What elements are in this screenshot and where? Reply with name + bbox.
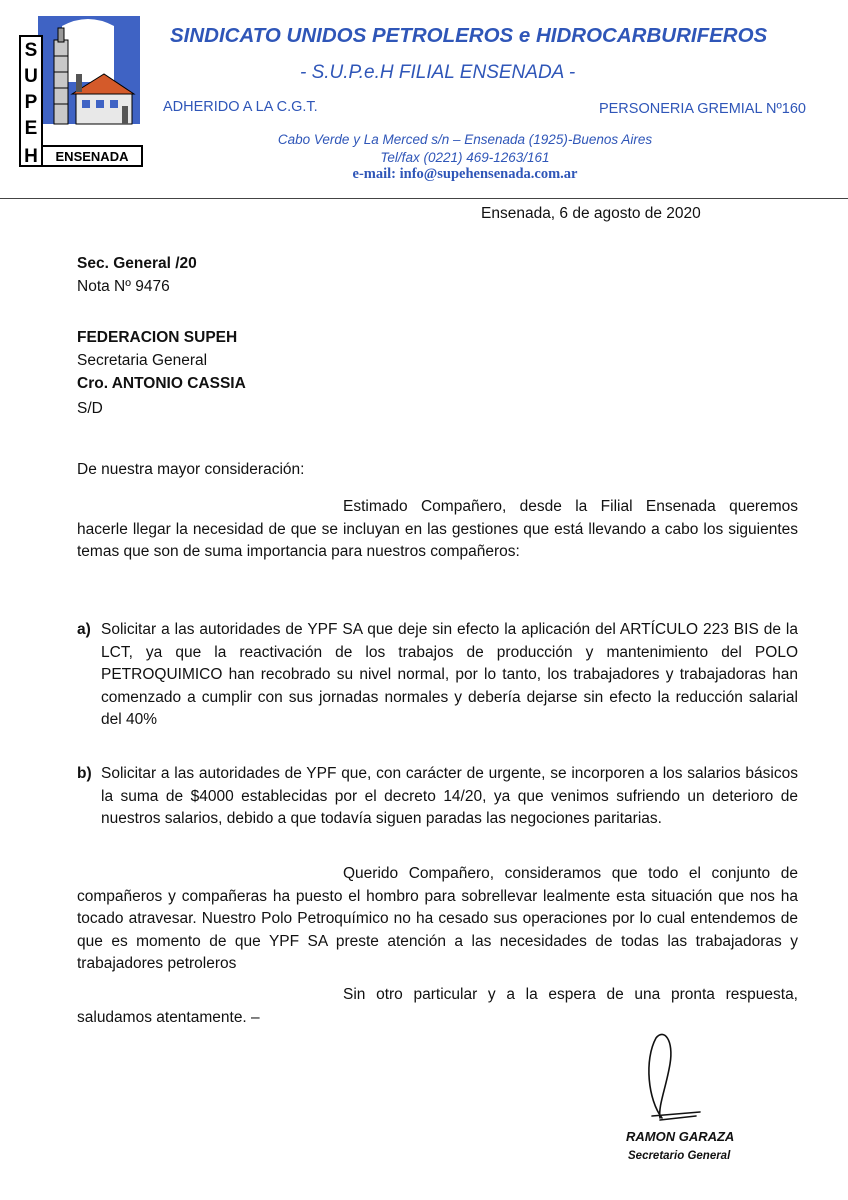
- postal-address: Cabo Verde y La Merced s/n – Ensenada (1925)-Buenos Aires: [277, 132, 653, 147]
- intro-paragraph: Estimado Compañero, desde la Filial Ensenada queremos hacerle llegar la necesidad de que se incluyan en las gestiones que está llevando a cabo los siguientes temas que son de suma importancia para nuestros compañeros:: [77, 498, 798, 561]
- farewell-paragraph: Sin otro particular y a la espera de una pronta respuesta, saludamos atentamente. –: [77, 986, 798, 1026]
- header-divider: [0, 198, 848, 199]
- logo-caption: ENSENADA: [55, 149, 129, 164]
- reference-note-number: Nota Nº 9476: [77, 278, 170, 295]
- salutation: De nuestra mayor consideración:: [77, 461, 305, 478]
- recipient-sd: S/D: [77, 400, 103, 417]
- signatory-name: RAMON GARAZA: [626, 1129, 735, 1144]
- supeh-logo: [18, 12, 144, 168]
- cgt-affiliation: ADHERIDO A LA C.G.T.: [163, 99, 318, 115]
- signatory-title: Secretario General: [628, 1150, 731, 1162]
- email-address: e-mail: info@supehensenada.com.ar: [352, 166, 578, 182]
- recipient-name: Cro. ANTONIO CASSIA: [77, 375, 246, 392]
- organization-name: SINDICATO UNIDOS PETROLEROS e HIDROCARBURIFEROS: [170, 24, 768, 47]
- logo-letter-e: E: [24, 118, 38, 139]
- logo-letter-u: U: [24, 66, 38, 87]
- item-a-text: Solicitar a las autoridades de YPF SA que deje sin efecto la aplicación del ARTÍCULO 223 BIS de la LCT, ya que la reactivación de los trabajos de producción y mantenimiento del POLO PETROQUIMICO han recobrado su nivel normal, por lo tanto, los trabajadores y trabajadoras han comenzado a cumplir con sus jornadas normales y debería dejarse sin efecto la reducción salarial del 40%: [101, 621, 798, 729]
- union-registration: PERSONERIA GREMIAL Nº160: [598, 101, 806, 117]
- logo-letter-h: H: [24, 146, 38, 167]
- phone-fax: Tel/fax (0221) 469-1263/161: [380, 150, 550, 165]
- item-a-marker: a): [77, 621, 91, 638]
- request-item-a: [77, 619, 798, 732]
- closing-paragraph: Querido Compañero, consideramos que todo el conjunto de compañeros y compañeras ha puesto el hombro para sobrellevar lealmente esta situación que nos ha tocado atravesar. Nuestro Polo Petroquímico no ha cesado sus operaciones por lo cual entendemos de que es momento de que YPF SA preste atención a las necesidades de todas las trabajadoras y trabajadores petroleros: [77, 865, 798, 973]
- item-b-text: Solicitar a las autoridades de YPF que, con carácter de urgente, se incorporen a los salarios básicos la suma de $4000 establecidas por el decreto 14/20, ya que venimos sufriendo un deterioro de nuestros salarios, debido a que todavía siguen paradas las negociones paritarias.: [101, 765, 798, 828]
- request-item-b: [77, 763, 798, 831]
- logo-letter-p: P: [24, 92, 38, 113]
- organization-branch: - S.U.P.e.H FILIAL ENSENADA -: [300, 62, 576, 83]
- letter-date: Ensenada, 6 de agosto de 2020: [481, 205, 701, 222]
- logo-letter-s: S: [24, 40, 38, 61]
- handwritten-signature: [630, 1030, 710, 1125]
- item-b-marker: b): [77, 765, 92, 782]
- recipient-organization: FEDERACION SUPEH: [77, 329, 238, 346]
- recipient-department: Secretaria General: [77, 352, 208, 369]
- reference-section: Sec. General /20: [77, 255, 197, 272]
- address-block: [230, 131, 700, 167]
